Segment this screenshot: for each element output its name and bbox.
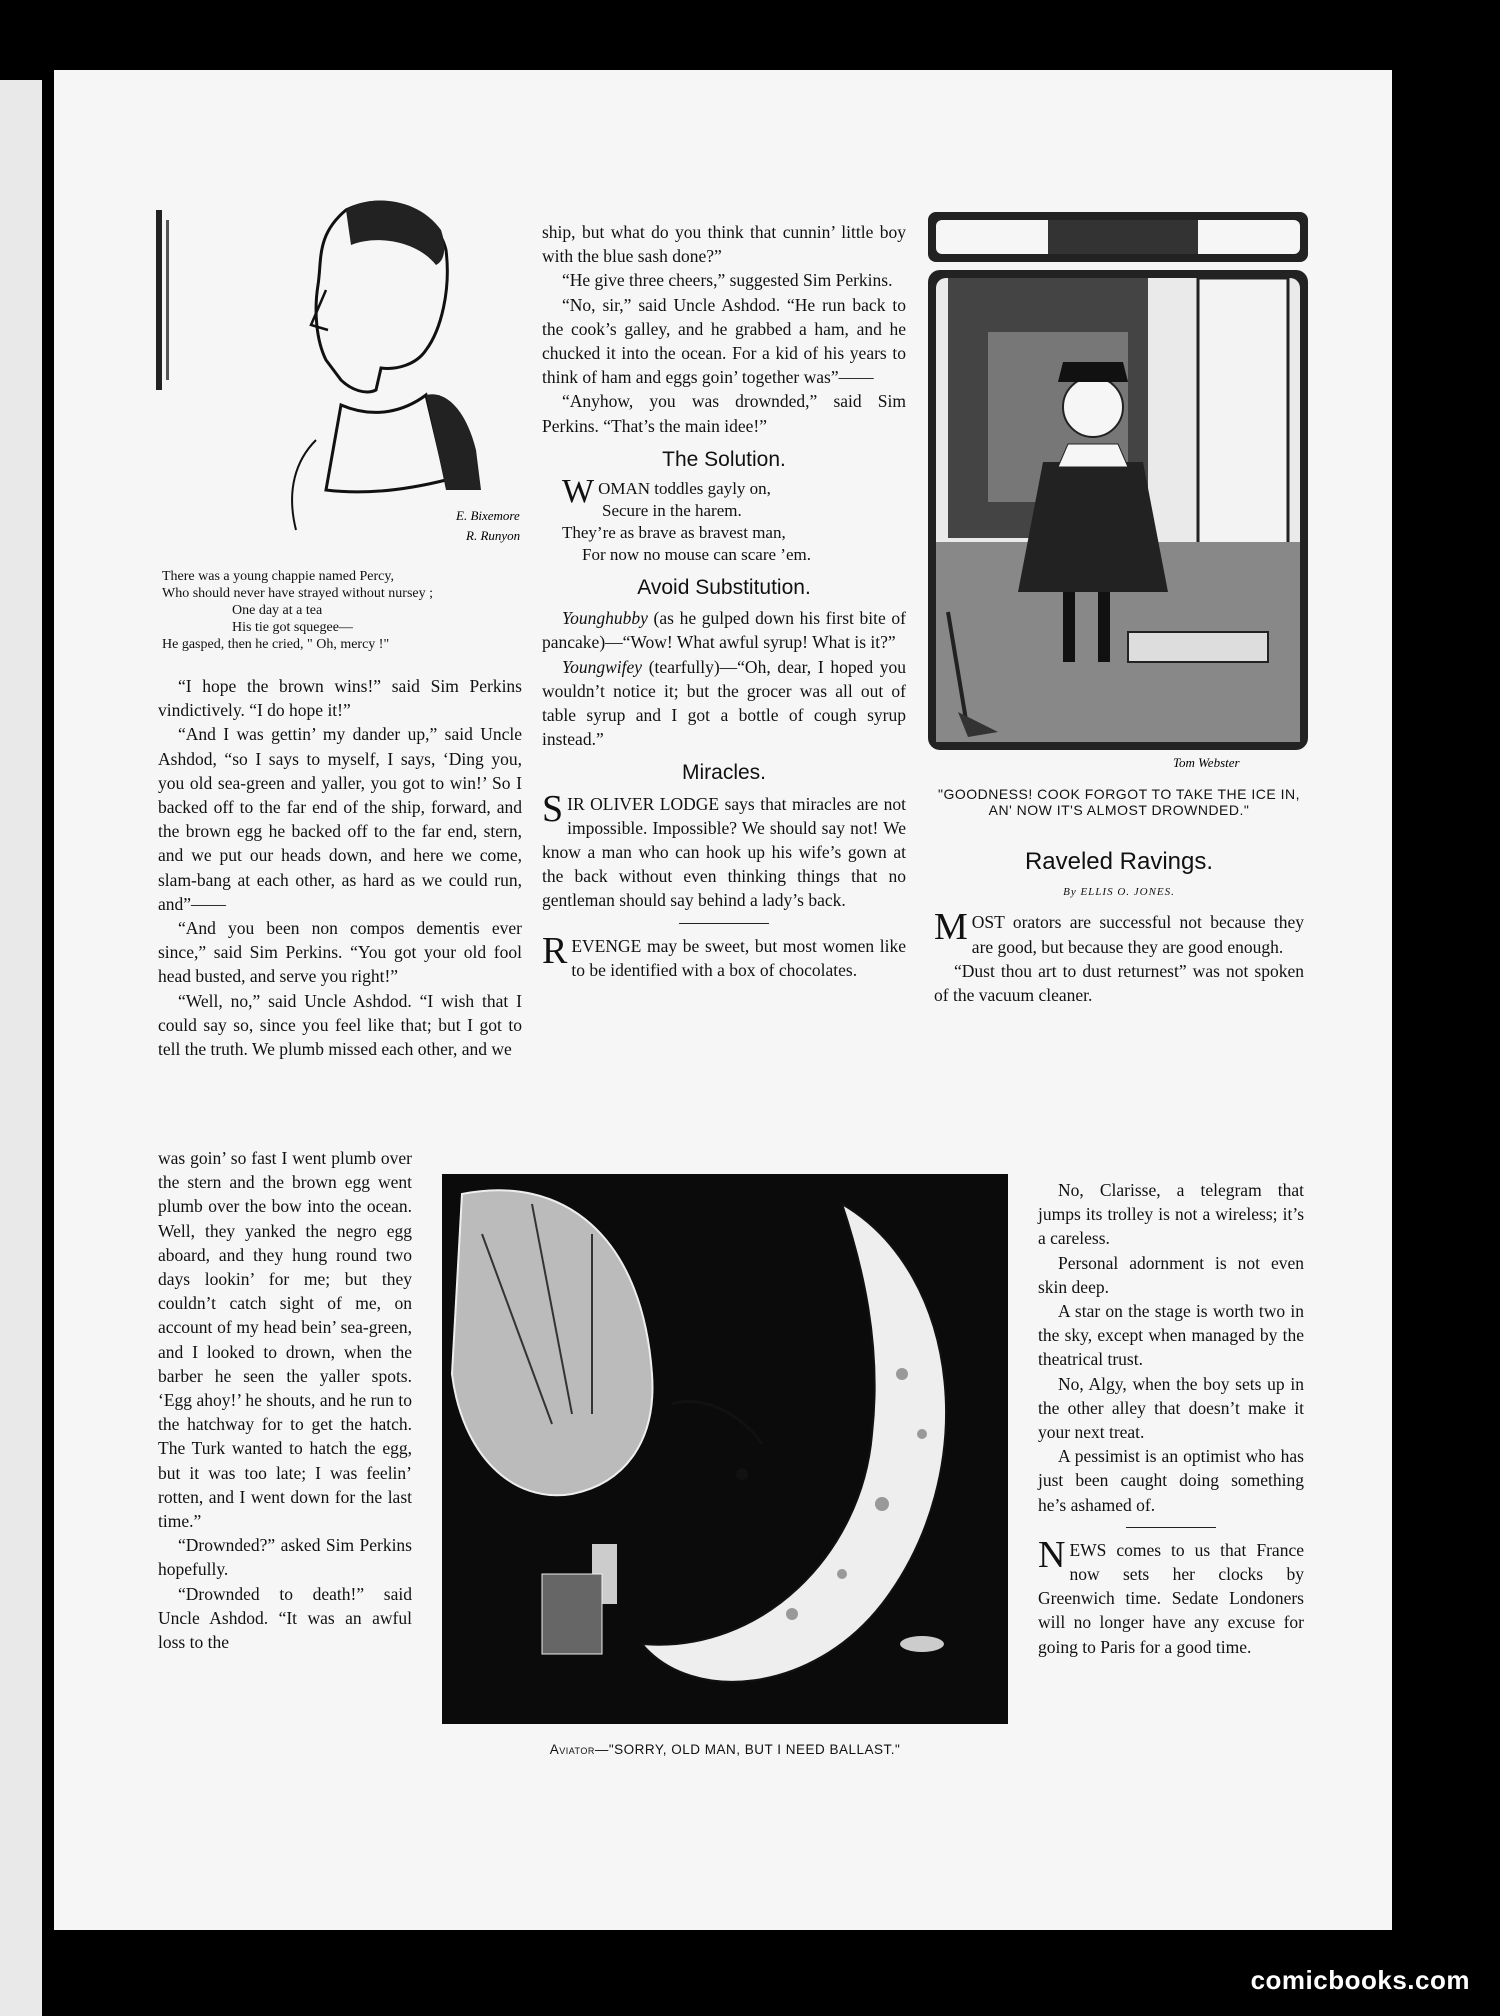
portrait-illustration: [146, 190, 586, 550]
limerick: [162, 568, 582, 653]
story-paragraph: ship, but what do you think that cunnin’ little boy with the blue sash done?”: [542, 222, 906, 267]
middle-column: [542, 220, 906, 982]
substitution-text: (tearfully)—“Oh, dear, I hoped you wouldn’t notice it; but the grocer was all out of table syrup and I got a bottle of cough syrup instead.”: [542, 656, 906, 750]
poem-line: They’re as brave as bravest man,: [562, 523, 786, 543]
raveled-item: “Dust thou art to dust returnest” was not spoken of the vacuum cleaner.: [934, 960, 1304, 1006]
magazine-page: [54, 70, 1392, 1930]
moon-caption-speaker: Aviator—: [549, 1742, 609, 1757]
portrait-signature-1: E. Bixemore: [456, 508, 520, 523]
younghubby-name: Younghubby: [562, 608, 648, 629]
limerick-line: He gasped, then he cried, " Oh, mercy !": [162, 637, 390, 652]
section-divider: [1126, 1527, 1216, 1528]
moon-caption-text: "SORRY, OLD MAN, BUT I NEED BALLAST.": [608, 1742, 901, 1757]
limerick-line: There was a young chappie named Percy,: [162, 569, 394, 584]
substitution-title: Avoid Substitution.: [637, 576, 811, 600]
girl-cartoon-drawing: [928, 212, 1308, 772]
story-left-column: [158, 674, 522, 1061]
limerick-line: Who should never have strayed without nursey ;: [162, 586, 433, 601]
poem-line: OMAN toddles gayly on,: [598, 479, 771, 499]
miracles-dropcap: S: [542, 787, 564, 830]
solution-title: The Solution.: [662, 447, 786, 471]
youngwifey-name: Youngwifey: [562, 656, 643, 677]
poem-line: Secure in the harem.: [602, 501, 742, 521]
solution-dropcap: W: [562, 473, 595, 511]
story-paragraph: “Drownded?” asked Sim Perkins hopefully.: [158, 1535, 412, 1580]
raveled-narrow: [1038, 1178, 1304, 1659]
raveled-item: No, Algy, when the boy sets up in the other alley that doesn’t make it your next treat.: [1038, 1373, 1304, 1443]
story-paragraph: “No, sir,” said Uncle Ashdod. “He run back to the cook’s galley, and he grabbed a ham, and he chucked it into the ocean. For a kid of his years to think of ham and eggs goin’ together was”——: [542, 294, 906, 388]
raveled-first: OST orators are successful not because they are good, but because they are good enough.: [971, 912, 1304, 957]
percy-portrait-drawing: [146, 190, 586, 550]
news-dropcap: N: [1038, 1533, 1066, 1576]
girl-cartoon-signature: Tom Webster: [1173, 755, 1240, 770]
story-paragraph: “He give three cheers,” suggested Sim Perkins.: [562, 270, 893, 291]
watermark: comicbooks.com: [1250, 1965, 1470, 1995]
story-paragraph: “Drownded to death!” said Uncle Ashdod. “It was an awful loss to the: [158, 1583, 412, 1653]
raveled-title: Raveled Ravings.: [1024, 848, 1214, 875]
story-narrow-column: [158, 1146, 412, 1654]
revenge-dropcap: R: [542, 929, 568, 972]
news-text: EWS comes to us that France now sets her clocks by Greenwich time. Sedate Londoners will no longer have any excuse for going to Paris for a good time.: [1038, 1539, 1304, 1657]
raveled-dropcap: M: [934, 906, 968, 949]
girl-cartoon: [928, 212, 1308, 772]
miracles-text: IR OLIVER LODGE says that miracles are not impossible. Impossible? We should say not! We know a man who can hook up his wife’s gown at the back without even thinking things that no gentleman should say behind a lady’s back.: [542, 793, 906, 911]
poem-line: For now no mouse can scare ’em.: [582, 545, 811, 565]
limerick-line: His tie got squegee—: [232, 620, 353, 635]
story-paragraph: “Well, no,” said Uncle Ashdod. “I wish that I could say so, since you feel like that; but I got to tell the truth. We plumb missed each other, and we: [158, 990, 522, 1060]
story-paragraph: was goin’ so fast I went plumb over the stern and the brown egg went plumb over the bow into the ocean. Well, they yanked the negro egg aboard, and they hung round two days lookin’ for me; but they couldn’t catch sight of me, on account of my head bein’ sea-green, and I looked to drown, when the barber he seen the yaller spots. ‘Egg ahoy!’ he shouts, and he run to the hatchway for to get the hatch. The Turk wanted to hatch the egg, but it was too late; I was feelin’ rotten, and I went down for the last time.”: [158, 1148, 412, 1532]
moon-cartoon-caption: [442, 1742, 1008, 1758]
girl-cartoon-caption: "GOODNESS! COOK FORGOT TO TAKE THE ICE IN, AN' NOW IT'S ALMOST DROWNDED.": [937, 786, 1301, 818]
story-paragraph: “I hope the brown wins!” said Sim Perkins vindictively. “I do hope it!”: [158, 676, 522, 721]
raveled-item: A pessimist is an optimist who has just been caught doing something he’s ashamed of.: [1038, 1446, 1304, 1515]
limerick-line: One day at a tea: [232, 603, 323, 618]
moon-cartoon-drawing: [442, 1174, 1008, 1724]
previous-page-edge: [0, 80, 42, 2016]
raveled-byline: By ELLIS O. JONES.: [1063, 886, 1175, 899]
raveled-ravings: [934, 840, 1304, 1007]
raveled-item: A star on the stage is worth two in the sky, except when managed by the theatrical trust.: [1038, 1301, 1304, 1370]
story-paragraph: “Anyhow, you was drownded,” said Sim Perkins. “That’s the main idee!”: [542, 391, 906, 436]
revenge-text: EVENGE may be sweet, but most women like to be identified with a box of chocolates.: [571, 935, 906, 980]
story-paragraph: “And I was gettin’ my dander up,” said Uncle Ashdod, “so I says to myself, I says, ‘Ding you, you old sea-green and yaller, you got to win!’ So I backed off to the far end of the ship, forward, and the brown egg he backed off to the far end, stern, and we put our heads down, and here we come, slam-bang at each other, as hard as we could run, and”——: [158, 724, 522, 914]
portrait-signature-2: R. Runyon: [466, 528, 521, 543]
substitution-text: (as he gulped down his first bite of pancake)—“Wow! What awful syrup! What is it?”: [542, 608, 906, 653]
moon-cartoon: [442, 1174, 1008, 1724]
miracles-title: Miracles.: [681, 761, 766, 785]
section-divider: [679, 923, 769, 924]
story-paragraph: “And you been non compos dementis ever since,” said Sim Perkins. “You got your old fool head busted, and serve you right!”: [158, 918, 522, 987]
raveled-item: No, Clarisse, a telegram that jumps its trolley is not a wireless; it’s a careless.: [1038, 1180, 1304, 1249]
solution-poem: [542, 473, 906, 566]
raveled-item: Personal adornment is not even skin deep.: [1038, 1252, 1304, 1297]
